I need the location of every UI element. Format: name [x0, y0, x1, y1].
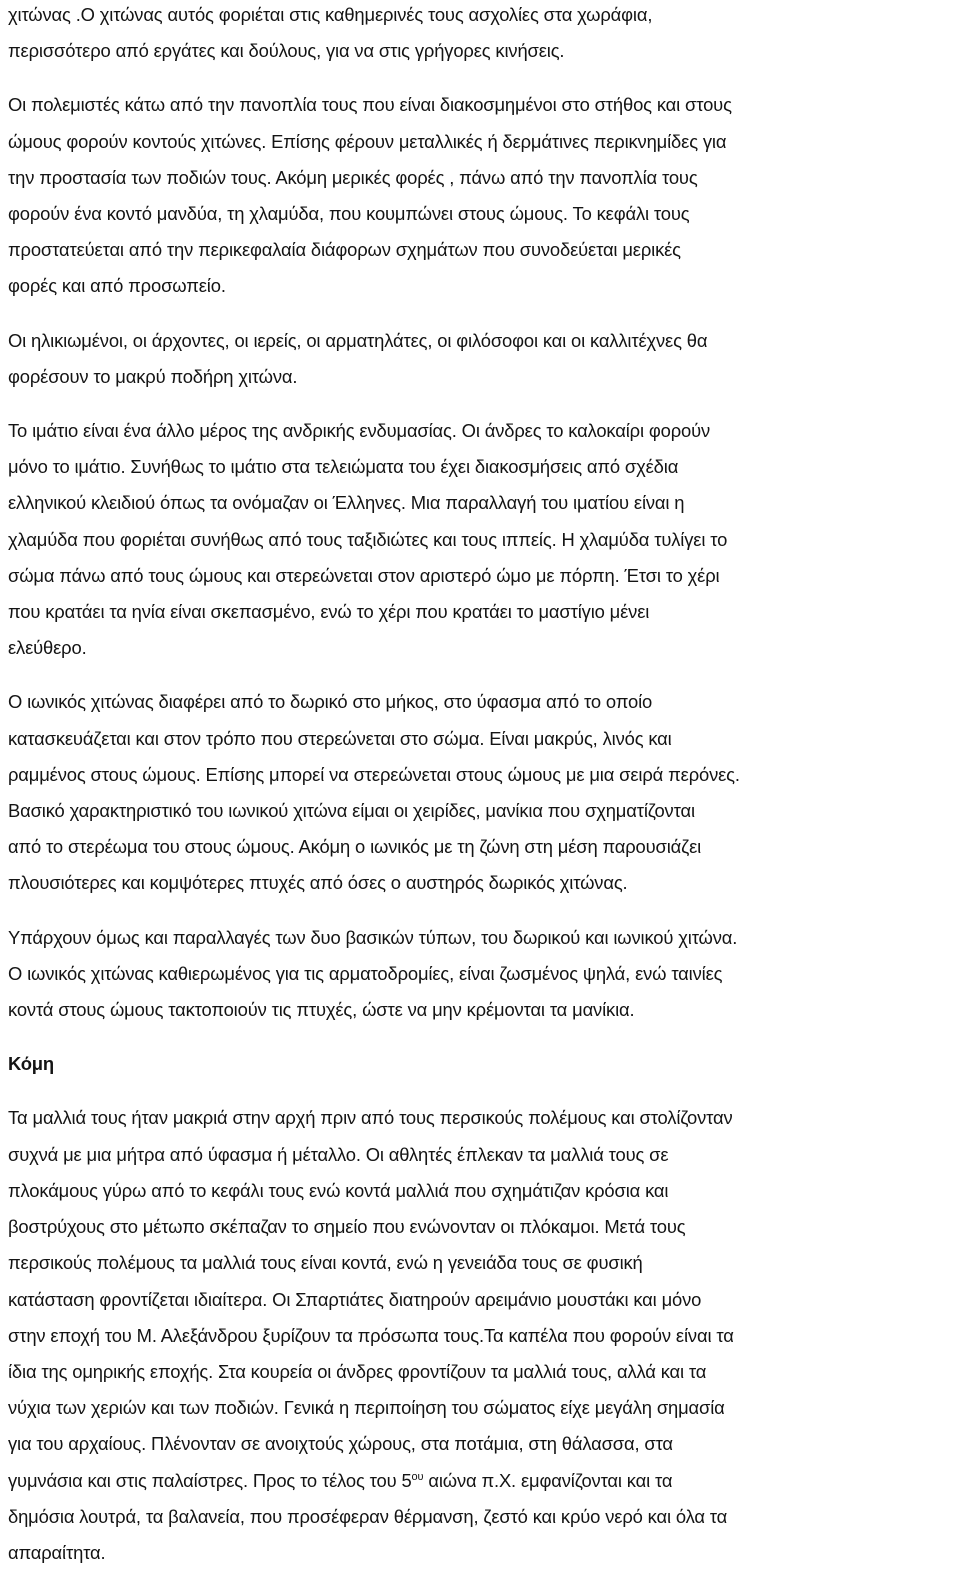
text-segment: αιώνα π.Χ. εμφανίζονται και τα	[423, 1469, 673, 1491]
paragraph-ionic-chiton	[8, 684, 952, 901]
heading-text: Κόμη	[8, 1053, 54, 1075]
paragraph-chiton-everyday	[8, 0, 952, 69]
text-line: ελληνικού κλειδιού όπως τα ονόμαζαν οι Έλληνες. Μια παραλλαγή του ιματίου είναι η	[8, 492, 685, 514]
ordinal-superscript: ου	[411, 1470, 424, 1483]
text-line: Υπάρχουν όμως και παραλλαγές των δυο βασικών τύπων, του δωρικού και ιωνικού χιτώνα.	[8, 926, 738, 948]
text-line: φορούν ένα κοντό μανδύα, τη χλαμύδα, που κουμπώνει στους ώμους. Το κεφάλι τους	[8, 203, 690, 225]
text-line: κοντά στους ώμους τακτοποιούν τις πτυχές, ώστε να μην κρέμονται τα μανίκια.	[8, 999, 635, 1021]
paragraph-hair	[8, 1100, 952, 1571]
text-line: απαραίτητα.	[8, 1541, 106, 1563]
text-line: σώμα πάνω από τους ώμους και στερεώνεται στον αριστερό ώμο με πόρπη. Έτσι το χέρι	[8, 564, 720, 586]
text-line: Οι ηλικιωμένοι, οι άρχοντες, οι ιερείς, οι αρματηλάτες, οι φιλόσοφοι και οι καλλιτέχνες θα	[8, 329, 708, 351]
text-line: Οι πολεμιστές κάτω από την πανοπλία τους που είναι διακοσμημένοι στο στήθος και στους	[8, 94, 732, 116]
text-line: φορέσουν το μακρύ ποδήρη χιτώνα.	[8, 365, 298, 387]
text-line: κατάσταση φροντίζεται ιδιαίτερα. Οι Σπαρτιάτες διατηρούν αρειμάνιο μουστάκι και μόνο	[8, 1288, 702, 1310]
text-line: για του αρχαίους. Πλένονταν σε ανοιχτούς χώρους, στα ποτάμια, στη θάλασσα, στα	[8, 1433, 673, 1455]
text-line: μόνο το ιμάτιο. Συνήθως το ιμάτιο στα τελειώματα του έχει διακοσμήσεις από σχέδια	[8, 456, 679, 478]
paragraph-himation	[8, 413, 952, 666]
text-line: ίδια της ομηρικής εποχής. Στα κουρεία οι άνδρες φροντίζουν τα μαλλιά τους, αλλά και τα	[8, 1360, 707, 1382]
text-line: Βασικό χαρακτηριστικό του ιωνικού χιτώνα είμαι οι χειρίδες, μανίκια που σχηματίζονται	[8, 800, 695, 822]
text-line: Ο ιωνικός χιτώνας καθιερωμένος για τις αρματοδρομίες, είναι ζωσμένος ψηλά, ενώ ταινίες	[8, 962, 723, 984]
paragraph-variations	[8, 920, 952, 1029]
text-line: Τα μαλλιά τους ήταν μακριά στην αρχή πριν από τους περσικούς πολέμους και στολίζονταν	[8, 1107, 733, 1129]
text-segment: γυμνάσια και στις παλαίστρες. Προς το τέλος του 5	[8, 1469, 412, 1491]
text-line: περσικούς πολέμους τα μαλλιά τους είναι κοντά, ενώ η γενειάδα τους σε φυσική	[8, 1252, 643, 1274]
text-line: συχνά με μια μήτρα από ύφασμα ή μέταλλο. Οι αθλητές έπλεκαν τα μαλλιά τους σε	[8, 1143, 669, 1165]
text-line: προστατεύεται από την περικεφαλαία διάφορων σχημάτων που συνοδεύεται μερικές	[8, 239, 681, 261]
paragraph-elders	[8, 323, 952, 395]
text-line: φορές και από προσωπείο.	[8, 275, 226, 297]
text-line: ραμμένος στους ώμους. Επίσης μπορεί να στερεώνεται στους ώμους με μια σειρά περόνες.	[8, 763, 740, 785]
text-line: ώμους φορούν κοντούς χιτώνες. Επίσης φέρουν μεταλλικές ή δερμάτινες περικνημίδες για	[8, 130, 727, 152]
text-line: πλοκάμους γύρω από το κεφάλι τους ενώ κοντά μαλλιά που σχημάτιζαν κρόσια και	[8, 1179, 669, 1201]
text-line: κατασκευάζεται και στον τρόπο που στερεώνεται στο σώμα. Είναι μακρύς, λινός και	[8, 727, 672, 749]
text-line: Το ιμάτιο είναι ένα άλλο μέρος της ανδρικής ενδυμασίας. Οι άνδρες το καλοκαίρι φορούν	[8, 420, 711, 442]
text-line: στην εποχή του Μ. Αλεξάνδρου ξυρίζουν τα πρόσωπα τους.Τα καπέλα που φορούν είναι τα	[8, 1324, 734, 1346]
paragraph-warriors	[8, 87, 952, 304]
text-line: νύχια των χεριών και των ποδιών. Γενικά η περιποίηση του σώματος είχε μεγάλη σημασία	[8, 1397, 725, 1419]
text-line: την προστασία των ποδιών τους. Ακόμη μερικές φορές , πάνω από την πανοπλία τους	[8, 166, 698, 188]
document-page	[8, 0, 952, 1589]
text-line: ελεύθερο.	[8, 637, 87, 659]
text-line: Ο ιωνικός χιτώνας διαφέρει από το δωρικό στο μήκος, στο ύφασμα από το οποίο	[8, 691, 653, 713]
text-line: από το στερέωμα του στους ώμους. Ακόμη ο ιωνικός με τη ζώνη στη μέση παρουσιάζει	[8, 836, 702, 858]
text-line: βοστρύχους στο μέτωπο σκέπαζαν το σημείο που ενώνονταν οι πλόκαμοι. Μετά τους	[8, 1216, 686, 1238]
text-line-with-superscript	[8, 1463, 952, 1499]
text-line: περισσότερο από εργάτες και δούλους, για να στις γρήγορες κινήσεις.	[8, 40, 565, 62]
text-line: δημόσια λουτρά, τα βαλανεία, που προσέφεραν θέρμανση, ζεστό και κρύο νερό και όλα τα	[8, 1505, 728, 1527]
text-line: που κρατάει τα ηνία είναι σκεπασμένο, ενώ το χέρι που κρατάει το μαστίγιο μένει	[8, 601, 650, 623]
section-heading-hair	[8, 1046, 952, 1082]
text-line: χιτώνας .Ο χιτώνας αυτός φοριέται στις καθημερινές τους ασχολίες στα χωράφια,	[8, 4, 653, 25]
text-line: πλουσιότερες και κομψότερες πτυχές από όσες ο αυστηρός δωρικός χιτώνας.	[8, 872, 628, 894]
text-line: χλαμύδα που φοριέται συνήθως από τους ταξιδιώτες και τους ιππείς. Η χλαμύδα τυλίγει το	[8, 528, 728, 550]
